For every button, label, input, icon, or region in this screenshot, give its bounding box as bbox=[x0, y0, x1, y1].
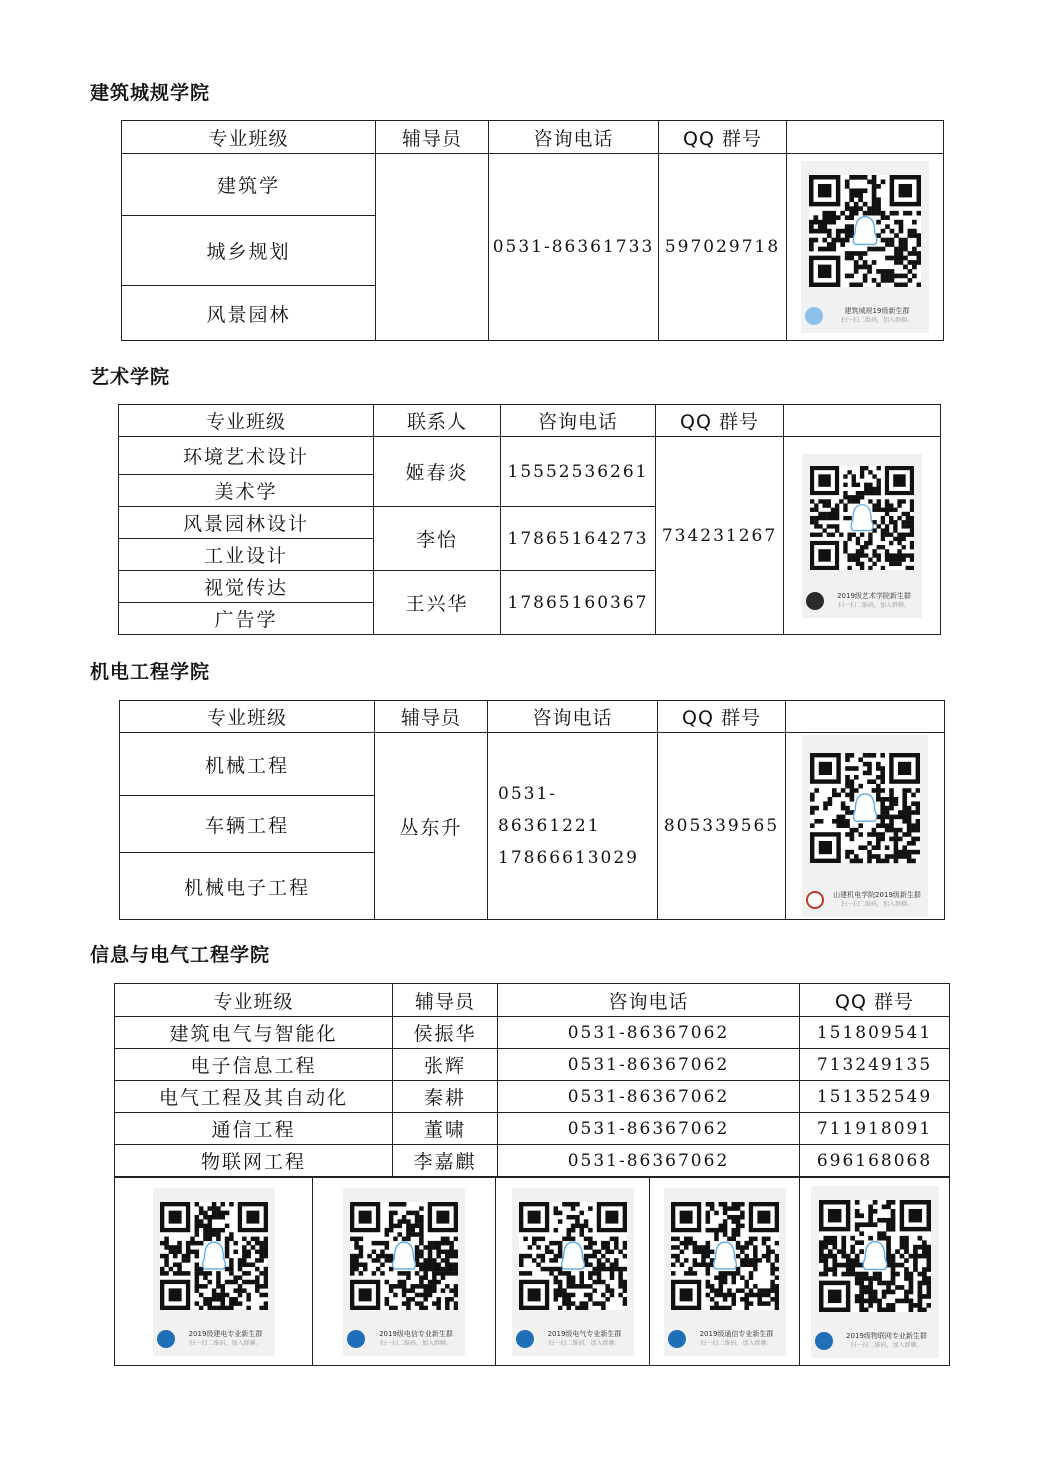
contact-cell: 姬春炎 bbox=[374, 437, 501, 507]
header-qr bbox=[784, 405, 941, 437]
qr-subcaption: 扫一扫二维码，加入群聊。 bbox=[840, 317, 913, 324]
qr-cell bbox=[784, 437, 941, 635]
qq-cell: 713249135 bbox=[800, 1049, 950, 1081]
qr-caption: 建筑城规19级新生群 bbox=[844, 307, 910, 315]
qr-card[interactable] bbox=[801, 161, 929, 333]
college-logo-icon bbox=[157, 1330, 175, 1348]
table-row bbox=[115, 1049, 950, 1081]
counselor-cell: 丛东升 bbox=[375, 733, 488, 920]
major-cell: 电气工程及其自动化 bbox=[115, 1081, 393, 1113]
qr-caption: 2019级电气专业新生群 bbox=[547, 1329, 622, 1338]
header-qr bbox=[787, 121, 944, 154]
qr-card[interactable] bbox=[343, 1188, 465, 1356]
header-contact: 联系人 bbox=[374, 405, 501, 437]
qr-code-icon bbox=[819, 1186, 931, 1312]
qr-code-icon bbox=[809, 161, 921, 287]
qr-cell bbox=[496, 1178, 650, 1366]
contact-cell: 李怡 bbox=[374, 507, 501, 571]
qr-subcaption: 扫一扫二维码，加入群聊。 bbox=[548, 1339, 621, 1347]
qr-cell bbox=[800, 1178, 950, 1366]
header-phone: 咨询电话 bbox=[489, 121, 659, 154]
section-title-architecture: 建筑城规学院 bbox=[90, 82, 211, 104]
section-title-mechatronics: 机电工程学院 bbox=[90, 661, 211, 683]
phone-cell: 0531-86361733 bbox=[489, 154, 659, 341]
college-logo-icon bbox=[815, 1332, 833, 1350]
header-phone: 咨询电话 bbox=[498, 984, 800, 1017]
qr-subcaption: 扫一扫二维码，加入群聊。 bbox=[700, 1339, 773, 1347]
counselor-cell: 秦耕 bbox=[393, 1081, 498, 1113]
qr-caption: 2019级建电专业新生群 bbox=[188, 1329, 263, 1338]
qr-card[interactable] bbox=[664, 1188, 786, 1356]
phone-cell: 0531-86367062 bbox=[498, 1113, 800, 1145]
header-phone: 咨询电话 bbox=[488, 701, 658, 733]
major-cell: 风景园林 bbox=[122, 286, 376, 341]
major-cell: 环境艺术设计 bbox=[119, 437, 374, 475]
header-major: 专业班级 bbox=[115, 984, 393, 1017]
qr-code-icon bbox=[810, 735, 920, 867]
header-qq: QQ 群号 bbox=[656, 405, 784, 437]
phone-cell bbox=[488, 733, 658, 920]
major-cell: 车辆工程 bbox=[120, 796, 375, 853]
table-row bbox=[115, 1113, 950, 1145]
qr-cell bbox=[313, 1178, 496, 1366]
qr-cell bbox=[650, 1178, 800, 1366]
header-major: 专业班级 bbox=[119, 405, 374, 437]
qr-subcaption: 扫一扫二维码，加入群聊。 bbox=[850, 1341, 923, 1349]
qr-code-icon bbox=[160, 1188, 268, 1310]
contact-cell: 王兴华 bbox=[374, 571, 501, 635]
major-cell: 城乡规划 bbox=[122, 216, 376, 286]
phone-cell: 0531-86367062 bbox=[498, 1017, 800, 1049]
qr-cell bbox=[787, 154, 944, 341]
qr-card[interactable] bbox=[153, 1188, 275, 1356]
counselor-cell: 侯振华 bbox=[393, 1017, 498, 1049]
header-major: 专业班级 bbox=[122, 121, 376, 154]
major-cell: 机械电子工程 bbox=[120, 853, 375, 920]
qr-card[interactable] bbox=[512, 1188, 634, 1356]
counselor-cell: 李嘉麒 bbox=[393, 1145, 498, 1177]
phone-cell: 0531-86367062 bbox=[498, 1081, 800, 1113]
table-row bbox=[115, 1017, 950, 1049]
header-phone: 咨询电话 bbox=[501, 405, 656, 437]
header-qq: QQ 群号 bbox=[800, 984, 950, 1017]
qr-subcaption: 扫一扫二维码，加入群聊。 bbox=[189, 1339, 262, 1347]
major-cell: 物联网工程 bbox=[115, 1145, 393, 1177]
qq-cell: 734231267 bbox=[656, 437, 784, 635]
counselor-cell bbox=[376, 154, 489, 341]
college-seal-icon bbox=[806, 891, 824, 909]
qr-caption: 2019级电信专业新生群 bbox=[379, 1329, 453, 1338]
major-cell: 工业设计 bbox=[119, 539, 374, 571]
section-title-info-electrical: 信息与电气工程学院 bbox=[90, 944, 271, 966]
qr-strip bbox=[114, 1177, 950, 1366]
major-cell: 通信工程 bbox=[115, 1113, 393, 1145]
counselor-cell: 董啸 bbox=[393, 1113, 498, 1145]
college-logo-icon bbox=[347, 1330, 365, 1348]
qr-code-icon bbox=[350, 1188, 458, 1310]
qr-caption: 2019级通信专业新生群 bbox=[699, 1329, 774, 1338]
qq-cell: 151352549 bbox=[800, 1081, 950, 1113]
phone-cell: 17865160367 bbox=[501, 571, 656, 635]
header-qq: QQ 群号 bbox=[659, 121, 787, 154]
counselor-cell: 张辉 bbox=[393, 1049, 498, 1081]
phone-cell: 0531-86367062 bbox=[498, 1049, 800, 1081]
phone-cell: 15552536261 bbox=[501, 437, 656, 507]
major-cell: 广告学 bbox=[119, 603, 374, 635]
qr-code-icon bbox=[810, 454, 914, 570]
header-counselor: 辅导员 bbox=[393, 984, 498, 1017]
header-qr bbox=[786, 701, 945, 733]
college-logo-icon bbox=[668, 1330, 686, 1348]
qr-subcaption: 扫一扫二维码，加入群聊。 bbox=[379, 1339, 452, 1347]
phone-mobile: 17866613029 bbox=[498, 848, 639, 868]
qr-code-icon bbox=[671, 1188, 779, 1310]
phone-office: 0531-86361221 bbox=[498, 784, 601, 836]
qq-cell: 597029718 bbox=[659, 154, 787, 341]
header-counselor: 辅导员 bbox=[376, 121, 489, 154]
major-cell: 电子信息工程 bbox=[115, 1049, 393, 1081]
header-counselor: 辅导员 bbox=[375, 701, 488, 733]
table-art bbox=[118, 404, 941, 635]
table-architecture bbox=[121, 120, 944, 341]
qq-cell: 805339565 bbox=[658, 733, 786, 920]
header-major: 专业班级 bbox=[120, 701, 375, 733]
qr-card[interactable] bbox=[802, 735, 928, 917]
qr-card[interactable] bbox=[811, 1186, 939, 1358]
qr-caption: 2019级艺术学院新生群 bbox=[837, 591, 911, 600]
major-cell: 建筑学 bbox=[122, 154, 376, 216]
major-cell: 建筑电气与智能化 bbox=[115, 1017, 393, 1049]
major-cell: 美术学 bbox=[119, 475, 374, 507]
qq-cell: 711918091 bbox=[800, 1113, 950, 1145]
table-info-electrical bbox=[114, 983, 950, 1177]
table-mechatronics bbox=[119, 700, 945, 920]
qr-caption: 山建机电学院2019级新生群 bbox=[833, 891, 921, 899]
college-logo-icon bbox=[516, 1330, 534, 1348]
header-qq: QQ 群号 bbox=[658, 701, 786, 733]
section-title-art: 艺术学院 bbox=[90, 366, 171, 388]
major-cell: 风景园林设计 bbox=[119, 507, 374, 539]
qr-caption: 2019级物联网专业新生群 bbox=[846, 1331, 927, 1340]
qr-subcaption: 扫一扫二维码，加入群聊。 bbox=[837, 601, 910, 609]
qr-cell bbox=[786, 733, 945, 920]
qq-cell: 696168068 bbox=[800, 1145, 950, 1177]
major-cell: 视觉传达 bbox=[119, 571, 374, 603]
group-avatar-icon bbox=[806, 592, 824, 610]
qr-cell bbox=[115, 1178, 313, 1366]
qr-code-icon bbox=[519, 1188, 627, 1310]
qq-cell: 151809541 bbox=[800, 1017, 950, 1049]
phone-cell: 0531-86367062 bbox=[498, 1145, 800, 1177]
phone-cell: 17865164273 bbox=[501, 507, 656, 571]
qr-subcaption: 扫一扫二维码，加入群聊。 bbox=[840, 901, 913, 908]
qr-card[interactable] bbox=[802, 454, 922, 618]
table-row bbox=[115, 1145, 950, 1177]
group-avatar-icon bbox=[805, 307, 823, 325]
table-row bbox=[115, 1081, 950, 1113]
major-cell: 机械工程 bbox=[120, 733, 375, 796]
